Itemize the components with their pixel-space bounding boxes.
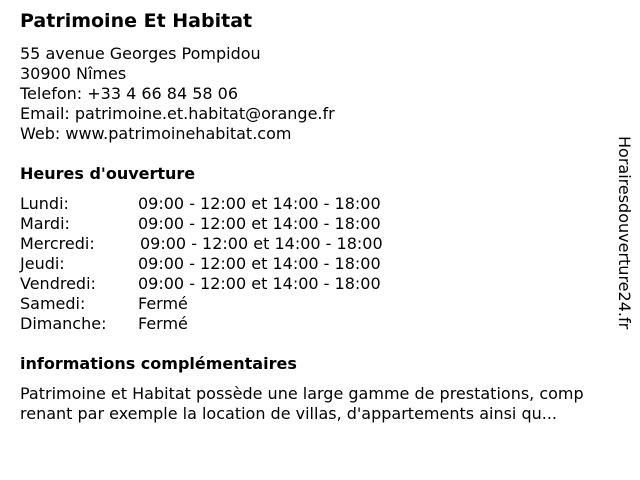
day-label: Lundi: (20, 194, 69, 213)
day-label: Mercredi: (20, 234, 95, 253)
address-line-street: 55 avenue Georges Pompidou (20, 44, 261, 63)
day-hours: 09:00 - 12:00 et 14:00 - 18:00 (140, 234, 383, 253)
day-hours: Fermé (138, 314, 188, 333)
additional-info-heading: informations complémentaires (20, 354, 297, 373)
web-line: Web: www.patrimoinehabitat.com (20, 124, 292, 143)
email-line: Email: patrimoine.et.habitat@orange.fr (20, 104, 335, 123)
day-hours: 09:00 - 12:00 et 14:00 - 18:00 (138, 214, 381, 233)
day-label: Vendredi: (20, 274, 96, 293)
address-line-city: 30900 Nîmes (20, 64, 127, 83)
day-label: Samedi: (20, 294, 86, 313)
day-hours: 09:00 - 12:00 et 14:00 - 18:00 (138, 254, 381, 273)
business-name: Patrimoine Et Habitat (20, 10, 253, 32)
day-label: Jeudi: (20, 254, 65, 273)
day-hours: Fermé (138, 294, 188, 313)
description-line: Patrimoine et Habitat possède une large gamme de prestations, comp (20, 384, 584, 403)
day-label: Mardi: (20, 214, 70, 233)
opening-hours-heading: Heures d'ouverture (20, 164, 196, 183)
phone-line: Telefon: +33 4 66 84 58 06 (20, 84, 239, 103)
day-label: Dimanche: (20, 314, 107, 333)
day-hours: 09:00 - 12:00 et 14:00 - 18:00 (138, 194, 381, 213)
site-watermark: Horairesdouverture24.fr (615, 136, 634, 330)
day-hours: 09:00 - 12:00 et 14:00 - 18:00 (138, 274, 381, 293)
description-line: renant par exemple la location de villas, d'appartements ainsi qu... (20, 404, 557, 423)
